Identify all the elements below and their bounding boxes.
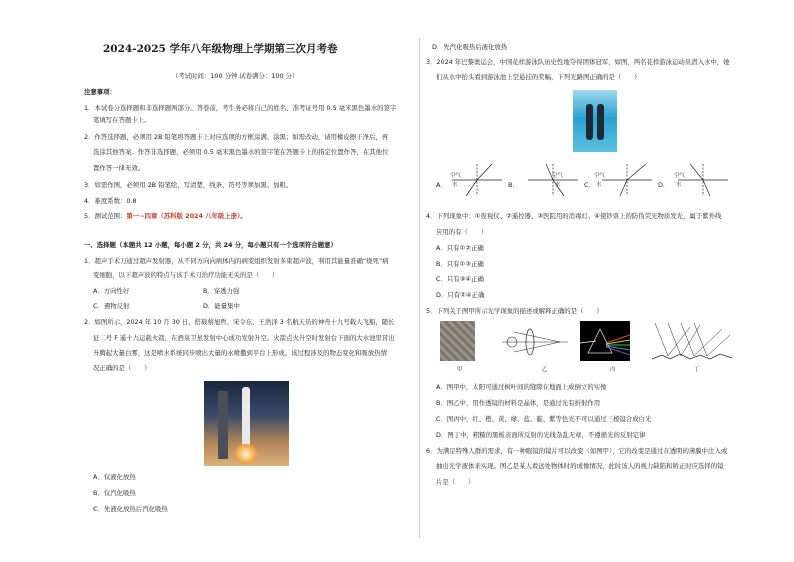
q1-option-a: A．方向性好 bbox=[93, 287, 130, 295]
q2-stem: 升腾起大量白雾，这是喷水系统同步喷出大量的水喷撒到平台上形成。该过程涉及的物态变化和吸放热情 bbox=[93, 349, 387, 357]
air-label: 空气 bbox=[552, 173, 564, 179]
q2-stem: 2．如图所示，2024 年 10 月 30 日，搭载蔡旭哲、宋令东、王浩泽 3 名航天员的神舟十九号载人飞船，随长 bbox=[84, 318, 395, 326]
rocket-launch-photo bbox=[204, 381, 289, 466]
diagram-c bbox=[602, 164, 652, 196]
water-label: 水 bbox=[555, 182, 561, 188]
q3-option-d: D． bbox=[658, 181, 670, 189]
q3-stem: 们从水中抬头看到游泳池上空悬挂的奖幅，下列光路图正确的是（ ） bbox=[436, 73, 641, 81]
q4-stem: 4．下列现象中：①夜视仪、②遥控器、③医院用的消毒灯、④使钞票上的防伪荧光物质发光，属于紫外线 bbox=[426, 212, 722, 220]
diagram-a bbox=[452, 164, 502, 196]
diagram-d bbox=[678, 164, 728, 196]
q2-option-c: C．先液化放热后汽化吸热 bbox=[93, 505, 168, 513]
q2-option-b: B．仅汽化吸热 bbox=[93, 489, 136, 497]
column-divider bbox=[419, 38, 420, 538]
q1-stem: 变细胞，以下超声波的特点与该手术刀治疗功能无关的是（ ） bbox=[93, 271, 279, 279]
note-line: 笔填写在答题卡上。 bbox=[93, 116, 151, 124]
q4-stem: 应用的有（ ） bbox=[436, 228, 488, 236]
water-label: 水 bbox=[452, 182, 458, 188]
note-line: 选涂其他答案。作答非选择题，必须用 0.5 毫米黑色墨水的签字笔在答题卡上的指定位置作答，在其他位 bbox=[93, 148, 389, 156]
caption-ding: 丁 bbox=[694, 367, 700, 373]
leaf-shadow-photo bbox=[440, 321, 475, 361]
q4-option-b: B．只有①③正确 bbox=[436, 260, 484, 268]
q1-option-d: D．能量集中 bbox=[203, 302, 240, 310]
q2-option-d: D．先汽化吸热后液化放热 bbox=[432, 43, 508, 51]
note-line: 1．本试卷分选择题和非选择题两部分。答卷前，考生务必将自己的姓名、准考证号用 0.5 毫米黑色墨水的签字 bbox=[84, 104, 397, 112]
q6-stem: 片是（ ） bbox=[436, 478, 475, 486]
note-line: 2．作答选择题，必须用 2B 铅笔将答题卡上对应选项的方框涂满、涂黑；如需改动，请用橡皮擦干净后，再 bbox=[84, 133, 389, 141]
q4-option-d: D．只有②④正确 bbox=[436, 291, 485, 299]
q1-option-c: C．遇物反射 bbox=[93, 302, 130, 310]
air-label: 空气 bbox=[450, 173, 462, 179]
water-label: 水 bbox=[676, 182, 682, 188]
air-label: 空气 bbox=[594, 173, 606, 179]
light-path-diagrams bbox=[440, 160, 740, 200]
q5-option-a: A．图甲中，太阳可通过树叶间的缝隙在地面上成倒立的实像 bbox=[436, 383, 607, 391]
air-label: 空气 bbox=[674, 173, 686, 179]
q3-option-c: C． bbox=[584, 181, 595, 189]
exam-info: （考试时间：100 分钟 试卷满分：100 分） bbox=[172, 72, 299, 80]
swimmers-photo bbox=[573, 90, 617, 152]
q3-stem: 3．2024 年巴黎奥运会，中国花样游泳队历史性地夺得团体冠军，如图，两名花样游泳运动员潜入水中，她 bbox=[426, 58, 730, 66]
q4-option-a: A．只有①②正确 bbox=[436, 244, 484, 252]
q5-option-c: C．图丙中，红、橙、黄、绿、蓝、靛、紫等色光不可以通过三棱镜合成白光 bbox=[436, 415, 652, 423]
water-label: 水 bbox=[596, 182, 602, 188]
q1-stem: 1．超声手术刀通过超声发射器，从不同方向向病体内的病变组织发射多束超声波，利用其能量准确“烧死”病 bbox=[84, 257, 389, 265]
q6-stem: 抽出光学液体来实现。图乙是某人看远处物体时的成像情况，此时该人的视力缺陷和矫正时应选择的镜 bbox=[436, 462, 724, 470]
diffuse-reflection-diagram bbox=[650, 321, 735, 363]
q2-stem: 况正确的是（ ） bbox=[93, 364, 151, 372]
note-line: 置作答一律无效。 bbox=[93, 164, 145, 172]
caption-jia: 甲 bbox=[457, 367, 463, 373]
q6-stem: 6．为满足特殊人群的需求，有一种眼镜的镜片可以改变（如图甲），它的改变是通过在透明的薄膜中注入或 bbox=[426, 447, 728, 455]
test-scope: 第一~四章（苏科版 2024 八年级上册）。 bbox=[126, 212, 247, 220]
q2-option-a: A．仅液化放热 bbox=[93, 473, 136, 481]
note-line: 3．如需作图，必须用 2B 铅笔绘、写清楚，线条、符号等须加黑、加粗。 bbox=[84, 181, 293, 189]
lens-diagram bbox=[500, 326, 570, 358]
q4-option-c: C．只有③④正确 bbox=[436, 275, 484, 283]
caption-bing: 丙 bbox=[610, 367, 616, 373]
q3-option-b: B． bbox=[508, 181, 519, 189]
q5-option-b: B．图乙中，用作透镜的材料是晶体，是通过光有折射作用 bbox=[436, 399, 601, 407]
q5-stem: 5．下列关于图甲所示光学现象的描述或解释正确的是（ ） bbox=[426, 307, 603, 315]
notes-heading: 注意事项： bbox=[84, 88, 116, 96]
q1-option-b: B．穿透力强 bbox=[203, 287, 240, 295]
caption-yi: 乙 bbox=[542, 367, 548, 373]
note-line: 4．难度系数：0.8 bbox=[84, 197, 137, 205]
note-line: 5．测试范围：第一~四章（苏科版 2024 八年级上册）。 bbox=[84, 212, 247, 220]
prism-photo bbox=[580, 321, 630, 361]
q2-stem: 征二号 F 遥十九运载火箭，在酒泉卫星发射中心成功发射升空。火箭点火升空时发射台下面的大水池里冒出 bbox=[93, 334, 395, 342]
right-column bbox=[424, 0, 794, 562]
paper-title: 2024-2025 学年八年级物理上学期第三次月考卷 bbox=[103, 43, 338, 55]
q5-option-d: D．图丁中，粗糙的黑板表面所反射的光线杂乱无章，不遵循光的反射定律 bbox=[436, 431, 646, 439]
q3-option-a: A． bbox=[436, 181, 447, 189]
section-heading: 一、选择题（本题共 12 小题，每小题 2 分，共 24 分，每小题只有一个选项符合题意） bbox=[84, 241, 337, 249]
diagram-b bbox=[528, 164, 578, 196]
